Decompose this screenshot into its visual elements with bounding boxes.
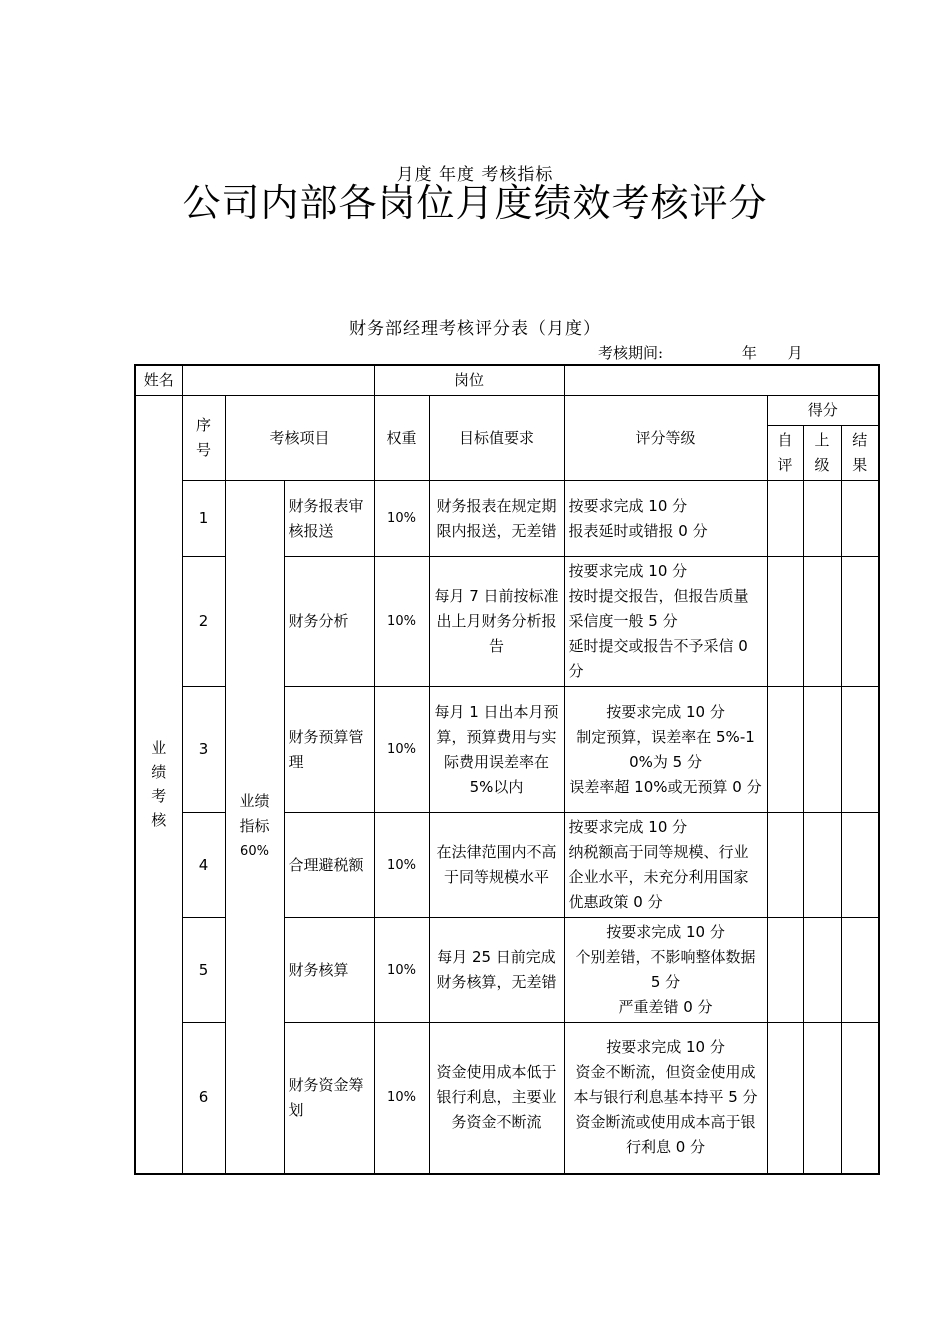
- self-score-cell[interactable]: [767, 813, 803, 918]
- seq-header: 序号: [182, 396, 225, 481]
- row-weight: 10%: [374, 481, 429, 557]
- grading-line: 按要求完成 10 分: [568, 496, 688, 515]
- grading-line: 报表延时或错报 0 分: [568, 521, 708, 540]
- grading-line: 按时提交报告，但报告质量采信度一般 5 分: [568, 587, 749, 630]
- row-item: 财务报表审核报送: [284, 481, 374, 557]
- table-subtitle: 财务部经理考核评分表（月度）: [349, 319, 601, 339]
- row-grading: [564, 1023, 767, 1174]
- row-target: 在法律范围内不高于同等规模水平: [429, 813, 564, 918]
- row-weight: 10%: [374, 813, 429, 918]
- self-score-cell[interactable]: [767, 557, 803, 687]
- self-score-cell[interactable]: [767, 481, 803, 557]
- row-grading: [564, 918, 767, 1023]
- row-seq: 4: [182, 813, 225, 918]
- row-target: 每月 25 日前完成财务核算，无差错: [429, 918, 564, 1023]
- self-score-cell[interactable]: [767, 918, 803, 1023]
- result-score-cell[interactable]: [841, 1023, 879, 1174]
- result-score-cell[interactable]: [841, 557, 879, 687]
- group-label: 业绩指标: [239, 792, 270, 836]
- grading-line: 按要求完成 10 分: [606, 923, 725, 941]
- superior-score-cell[interactable]: [803, 918, 841, 1023]
- period-label: 考核期间:: [598, 344, 664, 362]
- grading-line: 按要求完成 10 分: [568, 818, 688, 836]
- grading-line: 资金不断流，但资金使用成本与银行利息基本持平 5 分: [573, 1063, 758, 1107]
- position-label: 岗位: [374, 365, 564, 396]
- name-value-cell[interactable]: [182, 365, 374, 396]
- category-cell: [135, 396, 182, 1174]
- weight-header: 权重: [374, 396, 429, 481]
- group-cell: [225, 481, 284, 1174]
- row-item: 财务资金筹划: [284, 1023, 374, 1174]
- row-target: 资金使用成本低于银行利息，主要业务资金不断流: [429, 1023, 564, 1174]
- self-score-cell[interactable]: [767, 687, 803, 813]
- result-score-cell[interactable]: [841, 813, 879, 918]
- row-grading: [564, 813, 767, 918]
- grading-line: 纳税额高于同等规模、行业企业水平，未充分利用国家优惠政策 0 分: [568, 843, 749, 911]
- row-item: 合理避税额: [284, 813, 374, 918]
- grading-line: 误差率超 10%或无预算 0 分: [569, 777, 762, 796]
- group-weight: 60%: [240, 844, 269, 860]
- grading-line: 严重差错 0 分: [618, 998, 713, 1016]
- row-seq: 1: [182, 481, 225, 557]
- row-item: 财务预算管理: [284, 687, 374, 813]
- category-label: 业绩考核: [151, 739, 167, 830]
- superior-score-cell[interactable]: [803, 481, 841, 557]
- period-year: 年: [741, 344, 757, 362]
- result-header: 结果: [841, 426, 879, 481]
- row-seq: 2: [182, 557, 225, 687]
- result-score-cell[interactable]: [841, 918, 879, 1023]
- row-seq: 6: [182, 1023, 225, 1174]
- name-label: 姓名: [135, 365, 182, 396]
- grading-line: 制定预算，误差率在 5%-10%为 5 分: [576, 727, 755, 771]
- item-header: 考核项目: [225, 396, 374, 481]
- page-title: 公司内部各岗位月度绩效考核评分: [182, 181, 768, 225]
- row-seq: 3: [182, 687, 225, 813]
- grading-line: 按要求完成 10 分: [606, 702, 725, 721]
- table-row: [135, 481, 879, 557]
- row-grading: [564, 557, 767, 687]
- result-score-cell[interactable]: [841, 687, 879, 813]
- target-header: 目标值要求: [429, 396, 564, 481]
- row-target: 每月 7 日前按标准出上月财务分析报告: [429, 557, 564, 687]
- grading-line: 按要求完成 10 分: [568, 562, 688, 580]
- row-weight: 10%: [374, 687, 429, 813]
- row-target: 每月 1 日出本月预算，预算费用与实际费用误差率在 5%以内: [429, 687, 564, 813]
- row-seq: 5: [182, 918, 225, 1023]
- period-month: 月: [787, 344, 803, 362]
- row-grading: [564, 481, 767, 557]
- row-weight: 10%: [374, 557, 429, 687]
- superior-score-cell[interactable]: [803, 1023, 841, 1174]
- self-score-cell[interactable]: [767, 1023, 803, 1174]
- row-grading: [564, 687, 767, 813]
- grading-line: 延时提交或报告不予采信 0 分: [568, 637, 748, 680]
- row-item: 财务核算: [284, 918, 374, 1023]
- superior-score-cell[interactable]: [803, 813, 841, 918]
- superior-score-cell[interactable]: [803, 557, 841, 687]
- assessment-period: [598, 342, 803, 363]
- grading-header: 评分等级: [564, 396, 767, 481]
- score-table: [134, 364, 880, 1175]
- row-weight: 10%: [374, 918, 429, 1023]
- grading-line: 个别差错，不影响整体数据 5 分: [575, 948, 756, 991]
- superior-header: 上级: [803, 426, 841, 481]
- row-item: 财务分析: [284, 557, 374, 687]
- row-weight: 10%: [374, 1023, 429, 1174]
- grading-line: 资金断流或使用成本高于银行利息 0 分: [575, 1113, 756, 1157]
- overlay-caption: 月度 年度 考核指标: [396, 165, 554, 185]
- position-value-cell[interactable]: [564, 365, 879, 396]
- self-header: 自评: [767, 426, 803, 481]
- row-target: 财务报表在规定期限内报送，无差错: [429, 481, 564, 557]
- result-score-cell[interactable]: [841, 481, 879, 557]
- superior-score-cell[interactable]: [803, 687, 841, 813]
- score-header: 得分: [767, 396, 879, 426]
- grading-line: 按要求完成 10 分: [606, 1038, 725, 1057]
